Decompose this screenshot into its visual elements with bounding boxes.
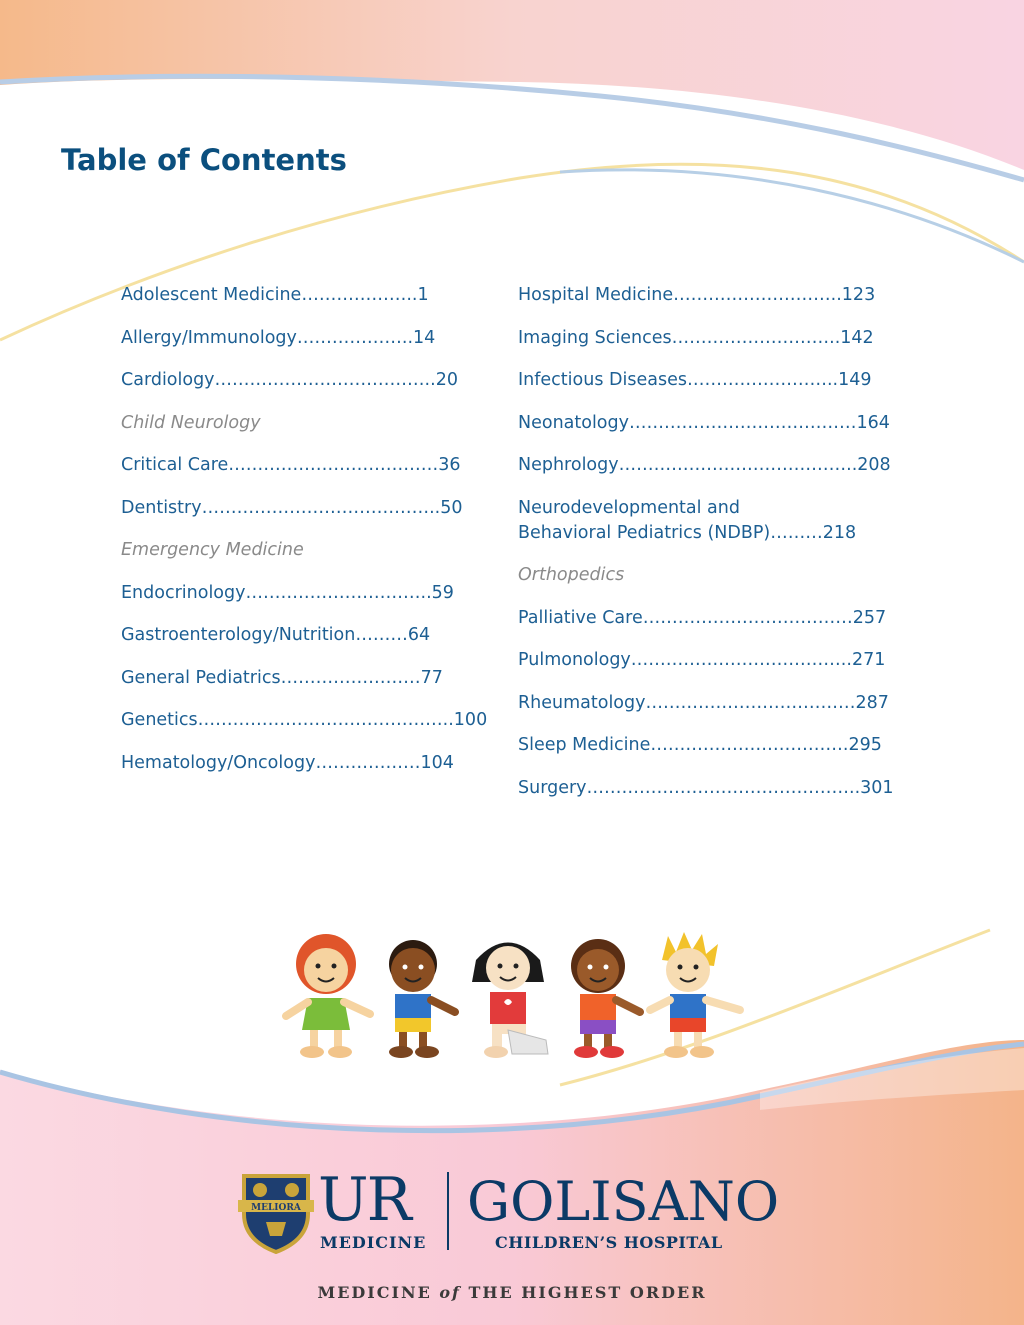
toc-entry-label: Hematology/Oncology [121, 752, 316, 773]
toc-entry-leader: …………………….. [686, 370, 839, 390]
ur-shield-seal-icon [236, 1170, 316, 1254]
toc-entry-label: Neurodevelopmental and Behavioral Pediatrics (NDBP) [518, 497, 771, 543]
toc-entry[interactable] [518, 411, 894, 436]
toc-entry-page: .50 [434, 497, 463, 518]
toc-entry-page: 123 [841, 285, 876, 305]
toc-entry[interactable] [518, 496, 894, 546]
toc-entry-leader: ……………………………………. [197, 710, 449, 730]
toc-entry-leader: ……………………………… [642, 607, 853, 628]
toc-entry-label: Cardiology [121, 370, 215, 390]
toc-entry-leader: ……………………….. [671, 327, 841, 348]
toc-entry-label: Endocrinology [121, 582, 246, 603]
seal-text: MELIORA [251, 1203, 301, 1213]
toc-entry[interactable] [121, 666, 487, 691]
toc-entry-leader: ………………. [301, 285, 412, 305]
toc-entry-page: .59 [426, 582, 454, 603]
toc-entry-label: Sleep Medicine [518, 735, 651, 755]
toc-entry[interactable] [518, 326, 894, 351]
ur-logo-text: UR [318, 1165, 410, 1235]
toc-entry-page: .1 [411, 285, 429, 305]
toc-entry-leader: ……………………….. [673, 285, 842, 305]
toc-entry-label: Pulmonology [518, 650, 631, 670]
toc-entry[interactable] [121, 496, 487, 521]
toc-entry[interactable] [121, 283, 487, 308]
toc-entry-label: Orthopedics [518, 565, 625, 585]
toc-entry-leader: ………………………………………. [586, 777, 855, 798]
toc-entry-page: 149 [838, 370, 872, 390]
toc-entry [121, 538, 487, 563]
toc-right-column [518, 283, 894, 818]
toc-entry-label: Hospital Medicine [518, 285, 674, 305]
toc-entry[interactable] [121, 453, 487, 478]
toc-entry-page: 257 [852, 607, 887, 628]
toc-left-column [121, 283, 487, 793]
toc-entry[interactable] [518, 606, 894, 631]
toc-entry-page: 77 [420, 667, 443, 688]
toc-entry-page: .208 [851, 455, 891, 475]
toc-entry[interactable] [518, 453, 894, 478]
toc-entry-page: .271 [846, 650, 886, 670]
toc-entry-leader: ……………………………… [228, 455, 439, 475]
toc-entry-label: Adolescent Medicine [121, 285, 302, 305]
toc-entry-leader: ………………………………… [628, 412, 857, 433]
page-title: Table of Contents [61, 143, 347, 177]
toc-entry-page: .20 [430, 370, 458, 390]
toc-entry-label: Palliative Care [518, 607, 643, 628]
toc-entry-page: 164 [856, 412, 890, 433]
toc-entry-leader: …………………………. [245, 582, 427, 603]
toc-entry-page: 142 [840, 327, 874, 348]
toc-entry-leader: ……… [355, 625, 408, 645]
toc-entry-page: 64 [407, 625, 431, 645]
toc-entry-page: .14 [407, 327, 436, 348]
toc-entry[interactable] [518, 691, 894, 716]
toc-entry-label: General Pediatrics [121, 667, 281, 688]
toc-entry[interactable] [121, 751, 487, 776]
toc-entry-page: 295 [848, 735, 882, 755]
toc-entry-label: Imaging Sciences [518, 327, 672, 348]
children-illustration [278, 930, 748, 1062]
toc-entry-leader: ………………………………. [214, 370, 431, 390]
toc-entry-label: Neonatology [518, 412, 629, 433]
toc-entry[interactable] [121, 708, 487, 733]
toc-entry-leader: ………………. [296, 327, 408, 348]
toc-entry-label: Surgery [518, 777, 587, 798]
toc-entry-leader: ……… [770, 522, 823, 543]
toc-entry-label: Emergency Medicine [121, 540, 304, 560]
toc-entry-label: Gastroenterology/Nutrition [121, 625, 356, 645]
toc-entry-page: .301 [854, 777, 894, 798]
toc-entry[interactable] [121, 623, 487, 648]
toc-entry-leader: ……………………………… [645, 692, 856, 713]
toc-entry-leader: …………………………………. [618, 455, 852, 475]
toc-entry-label: Rheumatology [518, 692, 646, 713]
toc-entry-label: Critical Care [121, 455, 229, 475]
tagline [0, 1283, 1024, 1302]
toc-entry-page: 218 [822, 522, 857, 543]
toc-entry[interactable] [518, 648, 894, 673]
toc-entry-label: Dentistry [121, 497, 202, 518]
tagline-part2: of [439, 1283, 461, 1302]
toc-entry[interactable] [121, 368, 487, 393]
toc-entry[interactable] [518, 368, 894, 393]
childrens-hospital-text: CHILDREN’S HOSPITAL [495, 1233, 723, 1252]
toc-entry-leader: …………………………………. [201, 497, 435, 518]
toc-entry-page: 287 [855, 692, 889, 713]
toc-entry-leader: …………………… [280, 667, 421, 688]
toc-entry-leader: ………………………………. [630, 650, 847, 670]
toc-entry-label: Genetics [121, 710, 198, 730]
toc-entry-label: Child Neurology [121, 412, 261, 433]
toc-entry [518, 563, 894, 588]
toc-entry-page: 36 [438, 455, 461, 475]
toc-entry[interactable] [121, 326, 487, 351]
toc-entry-leader: ……………………………. [650, 735, 849, 755]
toc-entry[interactable] [518, 733, 894, 758]
tagline-part1: MEDICINE [317, 1283, 440, 1302]
toc-entry-leader: ……………… [315, 752, 421, 773]
toc-entry-label: Infectious Diseases [518, 370, 687, 390]
toc-entry[interactable] [518, 283, 894, 308]
golisano-logo-text: GOLISANO [467, 1170, 780, 1233]
toc-entry [121, 411, 487, 436]
tagline-part3: THE HIGHEST ORDER [460, 1283, 707, 1302]
toc-entry[interactable] [121, 581, 487, 606]
toc-entry-page: 104 [420, 752, 454, 773]
logo-divider [447, 1172, 449, 1250]
toc-entry-label: Nephrology [518, 455, 619, 475]
toc-entry-label: Allergy/Immunology [121, 327, 297, 348]
toc-entry[interactable] [518, 776, 894, 801]
ur-medicine-text: MEDICINE [320, 1233, 427, 1252]
toc-entry-page: .100 [448, 710, 488, 730]
